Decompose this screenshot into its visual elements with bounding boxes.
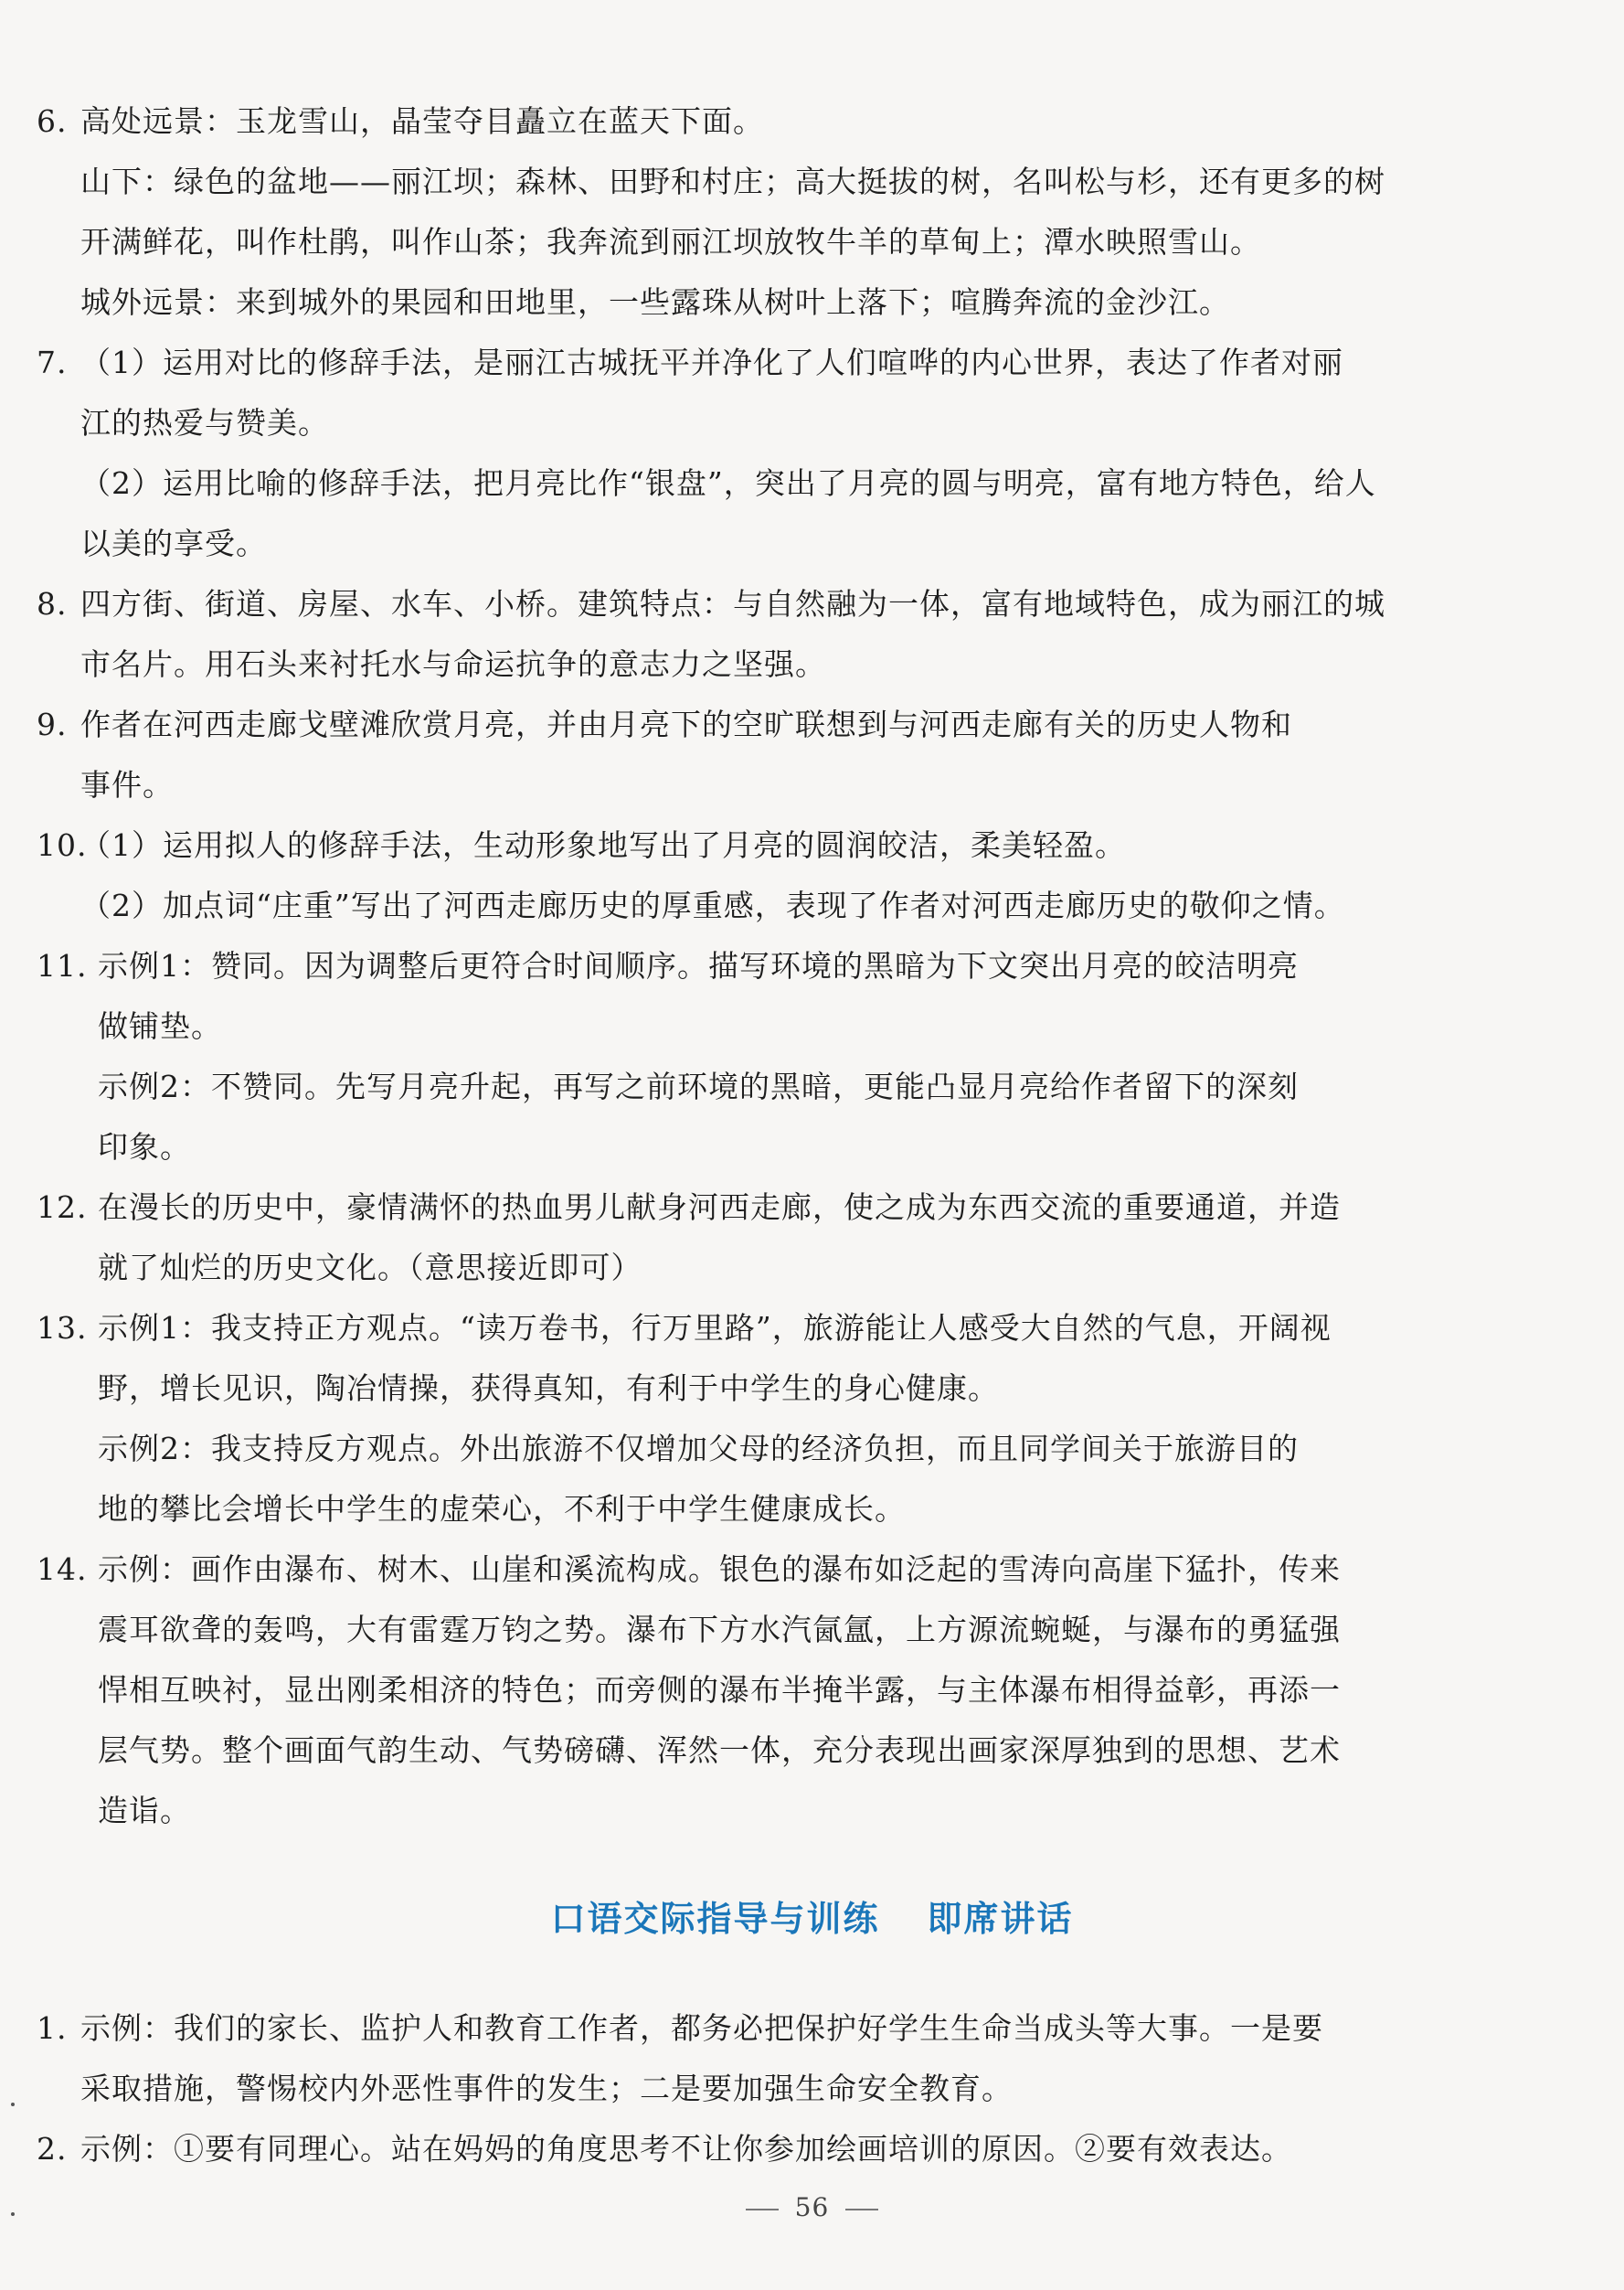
answer-number: 1. [37, 2010, 68, 2046]
answer-item-8 [37, 574, 1462, 695]
answer-number: 12. [37, 1189, 88, 1225]
answer-item-14 [37, 1539, 1462, 1841]
scan-speck [11, 2212, 15, 2216]
answer-line: （2）运用比喻的修辞手法，把月亮比作“银盘”，突出了月亮的圆与明亮，富有地方特色，给人 [80, 465, 1376, 501]
answer-number: 11. [37, 948, 88, 984]
answer-line: 野，增长见识，陶冶情操，获得真知，有利于中学生的身心健康。 [98, 1370, 999, 1406]
answer-body [98, 1539, 1462, 1841]
answer-line: 示例：①要有同理心。站在妈妈的角度思考不让你参加绘画培训的原因。②要有效表达。 [80, 2131, 1292, 2167]
answer-body [80, 695, 1462, 815]
answer-line: 地的攀比会增长中学生的虚荣心，不利于中学生健康成长。 [98, 1491, 906, 1527]
answer-line: 示例2：不赞同。先写月亮升起，再写之前环境的黑暗，更能凸显月亮给作者留下的深刻 [98, 1069, 1299, 1104]
answer-line: 山下：绿色的盆地——丽江坝；森林、田野和村庄；高大挺拔的树，名叫松与杉，还有更多的树 [80, 164, 1385, 199]
page-number [0, 2192, 1624, 2222]
answer-line: 悍相互映衬，显出刚柔相济的特色；而旁侧的瀑布半掩半露，与主体瀑布相得益彰，再添一 [98, 1672, 1341, 1708]
section-heading-title: 口语交际指导与训练 [550, 1899, 880, 1939]
answer-body [80, 333, 1462, 574]
scan-speck [11, 2103, 15, 2106]
answer-line: 做铺垫。 [98, 1008, 222, 1044]
answer-line: 江的热爱与赞美。 [80, 405, 329, 441]
answer-number: 9. [37, 707, 68, 742]
answer-number: 7. [37, 345, 68, 380]
section-heading [0, 1891, 1624, 1941]
answer-list-speaking [37, 1998, 1462, 2179]
answer-number: 10. [37, 827, 88, 863]
answer-item-11 [37, 936, 1462, 1177]
answer-body [98, 936, 1462, 1177]
answer-item-7 [37, 333, 1462, 574]
answer-body [80, 574, 1462, 695]
answer-line: 层气势。整个画面气韵生动、气势磅礴、浑然一体，充分表现出画家深厚独到的思想、艺术 [98, 1732, 1341, 1768]
answer-body [80, 815, 1462, 936]
answer-body [80, 91, 1462, 333]
answer-line: 示例1：赞同。因为调整后更符合时间顺序。描写环境的黑暗为下文突出月亮的皎洁明亮 [98, 948, 1299, 984]
answer-line: 四方街、街道、房屋、水车、小桥。建筑特点：与自然融为一体，富有地域特色，成为丽江的城 [80, 586, 1385, 622]
page-number-dash-left [746, 2209, 779, 2210]
answer-body [80, 1998, 1462, 2119]
answer-body [98, 1298, 1462, 1539]
answer-line: （2）加点词“庄重”写出了河西走廊历史的厚重感，表现了作者对河西走廊历史的敬仰之情。 [80, 888, 1345, 923]
answer-number: 2. [37, 2131, 68, 2167]
answer-line: 示例：我们的家长、监护人和教育工作者，都务必把保护好学生生命当成头等大事。一是要 [80, 2010, 1323, 2046]
answer-number: 6. [37, 103, 68, 139]
answer-item-speaking-2 [37, 2119, 1462, 2179]
answer-number: 14. [37, 1551, 88, 1587]
answer-number: 13. [37, 1310, 88, 1346]
answer-line: 开满鲜花，叫作杜鹃，叫作山茶；我奔流到丽江坝放牧牛羊的草甸上；潭水映照雪山。 [80, 224, 1261, 260]
section-heading-subtitle: 即席讲话 [927, 1899, 1074, 1939]
page-number-value: 56 [794, 2192, 830, 2222]
answer-line: 以美的享受。 [80, 526, 267, 561]
answer-item-10 [37, 815, 1462, 936]
answer-line: （1）运用对比的修辞手法，是丽江古城抚平并净化了人们喧哗的内心世界，表达了作者对丽 [80, 345, 1343, 380]
answer-line: 作者在河西走廊戈壁滩欣赏月亮，并由月亮下的空旷联想到与河西走廊有关的历史人物和 [80, 707, 1292, 742]
answer-line: 高处远景：玉龙雪山，晶莹夺目矗立在蓝天下面。 [80, 103, 764, 139]
answer-line: 印象。 [98, 1129, 191, 1165]
answer-list-reading [37, 91, 1462, 1841]
answer-line: 震耳欲聋的轰鸣，大有雷霆万钧之势。瀑布下方水汽氤氲，上方源流蜿蜒，与瀑布的勇猛强 [98, 1612, 1341, 1647]
answer-body [98, 1177, 1462, 1298]
answer-body [80, 2119, 1462, 2179]
answer-line: 造诣。 [98, 1793, 191, 1828]
answer-item-9 [37, 695, 1462, 815]
page-number-dash-right [845, 2209, 878, 2210]
answer-item-13 [37, 1298, 1462, 1539]
answer-line: 城外远景：来到城外的果园和田地里，一些露珠从树叶上落下；喧腾奔流的金沙江。 [80, 284, 1230, 320]
answer-number: 8. [37, 586, 68, 622]
answer-line: 在漫长的历史中，豪情满怀的热血男儿献身河西走廊，使之成为东西交流的重要通道，并造 [98, 1189, 1341, 1225]
answer-line: （1）运用拟人的修辞手法，生动形象地写出了月亮的圆润皎洁，柔美轻盈。 [80, 827, 1126, 863]
answer-line: 示例1：我支持正方观点。“读万卷书，行万里路”，旅游能让人感受大自然的气息，开阔视 [98, 1310, 1332, 1346]
answer-line: 市名片。用石头来衬托水与命运抗争的意志力之坚强。 [80, 646, 826, 682]
answer-item-speaking-1 [37, 1998, 1462, 2119]
answer-item-6 [37, 91, 1462, 333]
answer-item-12 [37, 1177, 1462, 1298]
answer-line: 事件。 [80, 767, 174, 803]
answer-line: 示例2：我支持反方观点。外出旅游不仅增加父母的经济负担，而且同学间关于旅游目的 [98, 1431, 1299, 1466]
answer-line: 示例：画作由瀑布、树木、山崖和溪流构成。银色的瀑布如泛起的雪涛向高崖下猛扑，传来 [98, 1551, 1341, 1587]
answer-line: 就了灿烂的历史文化。（意思接近即可） [98, 1250, 642, 1285]
answer-line: 采取措施，警惕校内外恶性事件的发生；二是要加强生命安全教育。 [80, 2071, 1013, 2106]
